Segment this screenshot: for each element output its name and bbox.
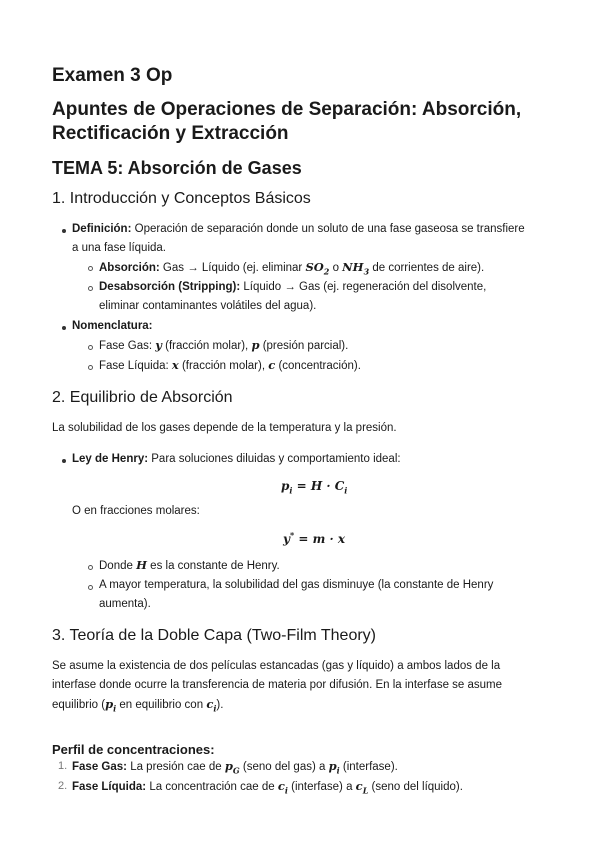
henry-label: Ley de Henry:	[72, 453, 149, 465]
document-title: Examen 3 Op	[52, 65, 173, 86]
so2-formula: $SO_2$	[305, 260, 330, 277]
desabsorcion-item	[99, 278, 559, 316]
bullet-circle	[88, 585, 93, 590]
bullet-circle	[88, 266, 93, 271]
definition-text-1: Operación de separación donde un soluto de una fase gaseosa se transfiere	[134, 223, 525, 235]
section-1-heading: 1. Introducción y Conceptos Básicos	[52, 190, 311, 207]
symbol-c: c	[268, 358, 276, 372]
bullet-circle	[88, 365, 93, 370]
symbol-y: y	[155, 338, 162, 352]
section-2-heading: 2. Equilibrio de Absorción	[52, 389, 233, 406]
symbol-p: p	[251, 338, 260, 352]
bullet-circle	[88, 565, 93, 570]
perfil-item-liquida: Fase Líquida: La concentración cae de $c_i$ (interfase) a $c_L$ (seno del líquido).	[72, 779, 463, 796]
henry-item	[72, 450, 401, 469]
absorcion-text-b: de corrientes de aire).	[372, 262, 485, 274]
perfil-item-gas: Fase Gas: La presión cae de $p_G$ (seno del gas) a $p_i$ (interfase).	[72, 759, 398, 776]
section-3-heading: 3. Teoría de la Doble Capa (Two-Film Theory)	[52, 627, 376, 644]
symbol-x: x	[171, 358, 179, 372]
absorcion-label: Absorción:	[99, 262, 160, 274]
symbol-h: H	[136, 558, 147, 572]
list-number: 1.	[58, 760, 68, 772]
main-heading: Apuntes de Operaciones de Separación: Absorción, Rectificación y Extracción	[52, 99, 522, 144]
fase-liquida-item: Fase Líquida: x (fracción molar), c (concentración).	[99, 358, 361, 372]
mole-fraction-equation: y* = m · x	[283, 530, 345, 546]
nh3-formula: $NH_3$	[342, 260, 370, 277]
desabsorcion-text-1: Líquido → Gas (ej. regeneración del disolvente,	[243, 281, 487, 293]
bullet-dot	[62, 229, 66, 233]
desabsorcion-text-2: eliminar contaminantes volátiles del agua).	[99, 300, 317, 312]
nomenclatura-label: Nomenclatura:	[72, 320, 153, 332]
list-number: 2.	[58, 780, 68, 792]
bullet-circle	[88, 286, 93, 291]
tema-heading: TEMA 5: Absorción de Gases	[52, 158, 302, 178]
henry-note-2: A mayor temperatura, la solubilidad del gas disminuye (la constante de Henry aumenta).	[99, 579, 494, 610]
bullet-dot	[62, 459, 66, 463]
perfil-heading: Perfil de concentraciones:	[52, 742, 215, 758]
absorcion-text-a: Gas → Líquido (ej. eliminar	[162, 262, 303, 274]
section-3-paragraph: Se asume la existencia de dos películas estancadas (gas y líquido) a ambos lados de la interfase donde ocurre la transferencia de materia por difusión. En la interfase se asume equilibrio ($p_i$ en equilibrio con $c_i$).	[52, 660, 503, 714]
bullet-circle	[88, 345, 93, 350]
definition-item	[72, 220, 557, 258]
definition-text-2: a una fase líquida.	[72, 242, 166, 254]
henry-equation: $p_i = H \cdot C_i$	[281, 479, 348, 496]
bullet-dot	[62, 326, 66, 330]
definition-label: Definición:	[72, 223, 132, 235]
section-2-intro: La solubilidad de los gases depende de la temperatura y la presión.	[52, 422, 397, 434]
fase-gas-item: Fase Gas: y (fracción molar), p (presión parcial).	[99, 338, 349, 352]
henry-note-1: Donde H es la constante de Henry.	[99, 558, 280, 572]
alt-text: O en fracciones molares:	[72, 505, 200, 517]
desabsorcion-label: Desabsorción (Stripping):	[99, 281, 241, 293]
nomenclatura-item	[72, 317, 153, 336]
absorcion-or: o	[332, 262, 339, 274]
henry-text: Para soluciones diluidas y comportamiento ideal:	[151, 453, 401, 465]
